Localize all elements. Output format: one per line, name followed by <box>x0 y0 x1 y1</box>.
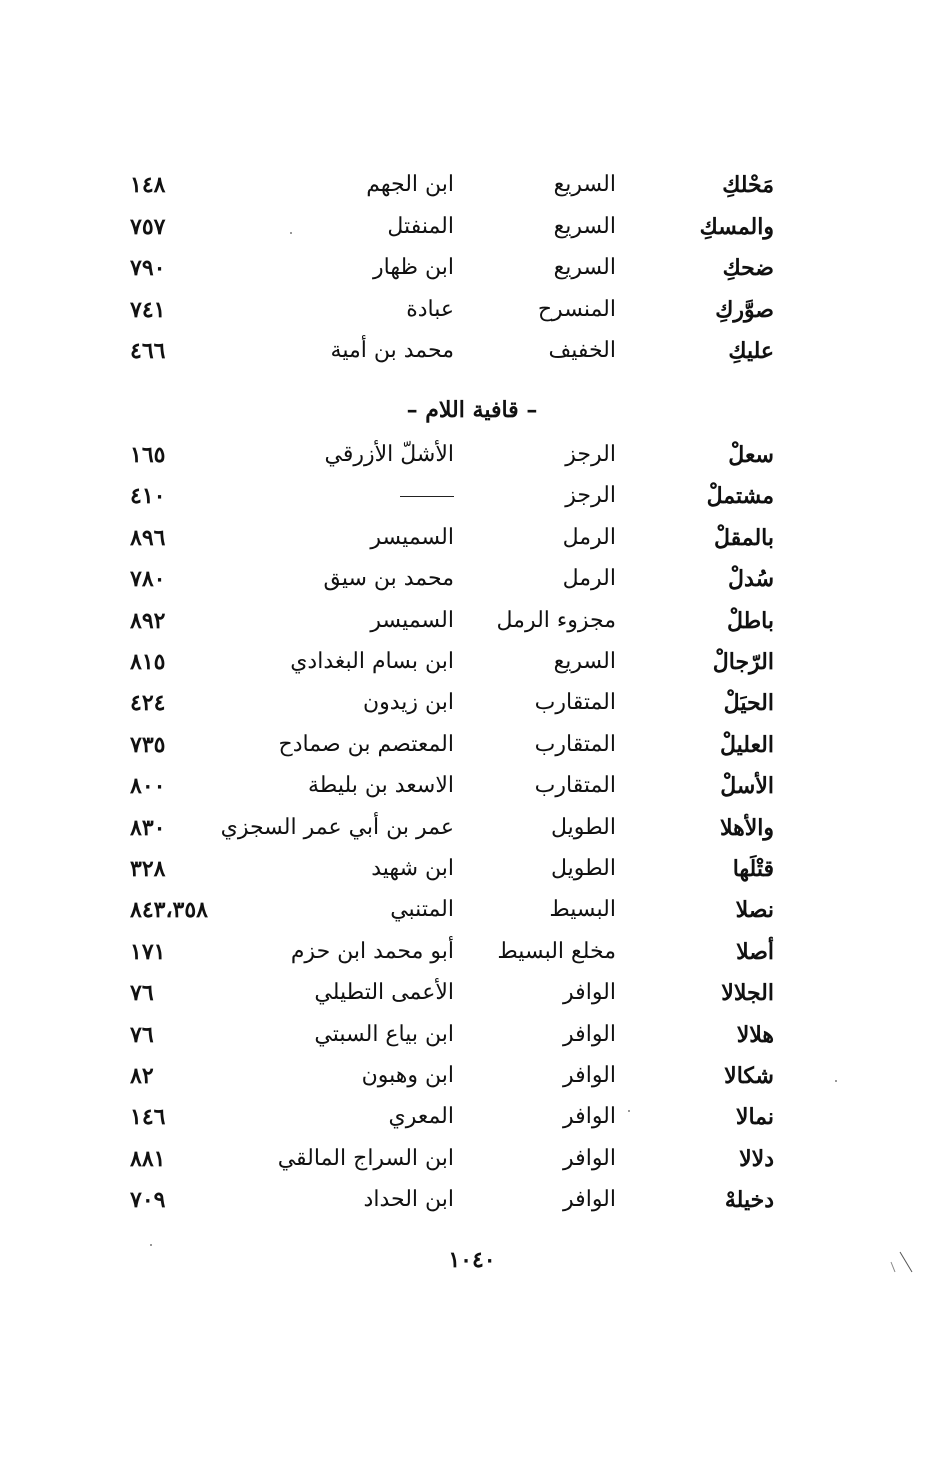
page-ref-cell: ٨٢ <box>130 1063 154 1089</box>
poet-cell: المنفتل <box>387 213 454 239</box>
poet-cell: ابن ظهار <box>373 255 454 280</box>
page-ref-cell: ٨٨١ <box>130 1145 166 1172</box>
poet-cell: ابن وهبون <box>361 1063 454 1088</box>
rhyme-cell: الحيَلْ <box>723 690 774 717</box>
rhyme-cell: باطلْ <box>727 607 774 634</box>
meter-cell: الرجز <box>565 442 616 467</box>
rhyme-cell: الأسلْ <box>720 773 774 800</box>
poet-cell: المتنبي <box>390 897 454 923</box>
meter-cell: الرجز <box>565 483 616 509</box>
page-ref-cell: ٤٢٤ <box>130 690 166 717</box>
meter-cell: الوافر <box>563 980 616 1006</box>
page-ref-cell: ٣٢٨ <box>130 856 166 882</box>
table-row <box>0 1179 944 1221</box>
poet-cell: المعري <box>388 1104 454 1130</box>
poet-cell: ابن شهيد <box>371 856 454 881</box>
table-row <box>0 164 944 206</box>
rhyme-cell: أصلا <box>736 938 774 965</box>
meter-cell: الوافر <box>563 1063 616 1088</box>
table-row <box>0 1055 944 1097</box>
poet-cell: المعتصم بن صمادح <box>278 731 454 757</box>
table-row <box>0 1096 944 1138</box>
poet-cell: ابن بياع السبتي <box>314 1021 454 1047</box>
blank-poet-dash <box>400 496 454 497</box>
page-ref-cell: ٨٩٢ <box>130 607 166 634</box>
poet-cell: عبادة <box>406 296 454 322</box>
table-row <box>0 807 944 849</box>
rhyme-cell: نمالا <box>735 1104 774 1131</box>
rhyme-cell: دلالا <box>739 1145 774 1172</box>
rhyme-cell: ضحكِ <box>722 255 774 281</box>
rhyme-cell: سعلْ <box>728 442 774 468</box>
rhyme-cell: سُدلْ <box>728 566 774 593</box>
page-ref-cell: ٧٦ <box>130 1021 154 1048</box>
rhyme-cell: هلالا <box>736 1021 774 1048</box>
page-ref-cell: ١٤٨ <box>130 172 166 198</box>
meter-cell: الوافر <box>563 1187 616 1213</box>
rhyme-cell: والأهلا <box>719 814 774 841</box>
poet-cell: ابن السراج المالقي <box>277 1145 454 1171</box>
meter-cell: البسيط <box>549 897 616 923</box>
meter-cell: السريع <box>553 255 616 280</box>
table-row <box>0 558 944 600</box>
poet-cell: الأعمى التطيلي <box>314 980 454 1006</box>
table-row <box>0 600 944 642</box>
meter-cell: السريع <box>553 172 616 197</box>
paper-mark <box>888 1250 918 1276</box>
meter-cell: الرمل <box>562 524 616 550</box>
meter-cell: الوافر <box>563 1104 616 1130</box>
paper-speck <box>835 1080 837 1082</box>
rhyme-cell: الجلالا <box>721 980 774 1007</box>
table-row <box>0 641 944 683</box>
meter-cell: الطويل <box>550 814 616 840</box>
paper-speck <box>290 232 292 234</box>
poet-cell: محمد بن سيق <box>323 566 454 592</box>
meter-cell: الوافر <box>563 1021 616 1047</box>
poet-cell: محمد بن أمية <box>330 338 454 363</box>
page-ref-cell: ٨١٥ <box>130 649 166 675</box>
page-ref-cell: ٧٥٧ <box>130 213 166 240</box>
page-ref-cell: ٨٠٠ <box>130 773 166 800</box>
page-ref-cell: ٧٨٠ <box>130 566 166 593</box>
rhyme-cell: مشتملْ <box>706 483 774 510</box>
page-ref-cell: ٧٣٥ <box>130 731 166 758</box>
table-row <box>0 206 944 248</box>
poet-cell: ابن الحداد <box>363 1187 454 1213</box>
rhyme-cell: دخيلهْ <box>724 1187 774 1214</box>
table-row <box>0 931 944 973</box>
table-row <box>0 434 944 476</box>
page-ref-cell: ٧٤١ <box>130 296 166 323</box>
poet-cell: ابن زيدون <box>362 690 454 716</box>
page-ref-cell: ٤٦٦ <box>130 338 166 364</box>
rhyme-cell: الرّجالْ <box>712 649 774 675</box>
poet-cell: أبو محمد ابن حزم <box>290 938 454 964</box>
table-row <box>0 1014 944 1056</box>
rhyme-cell: نصلا <box>735 897 774 924</box>
table-row <box>0 889 944 931</box>
page-ref-cell: ٨٩٦ <box>130 524 166 551</box>
page-ref-cell: ١٤٦ <box>130 1104 166 1131</box>
paper-speck <box>628 1110 630 1112</box>
table-row <box>0 517 944 559</box>
page-number: ١٠٤٠ <box>448 1247 496 1273</box>
poet-cell: ابن الجهم <box>366 172 454 197</box>
meter-cell: السريع <box>553 213 616 239</box>
section-heading: – قافية اللام – <box>406 397 538 423</box>
page-ref-cell: ٧٩٠ <box>130 255 166 281</box>
page-ref-cell: ٧٠٩ <box>130 1187 166 1214</box>
table-row <box>0 765 944 807</box>
rhyme-cell: مَحْلكِ <box>722 172 774 198</box>
rhyme-cell: شكالا <box>724 1063 774 1089</box>
meter-cell: الوافر <box>563 1145 616 1171</box>
rhyme-cell: عليكِ <box>728 338 774 364</box>
rhyme-cell: بالمقلْ <box>713 524 774 551</box>
page-ref-cell: ٨٤٣،٣٥٨ <box>130 897 208 924</box>
poet-cell: السميسر <box>370 524 454 550</box>
table-row <box>0 289 944 331</box>
poet-cell <box>400 475 454 517</box>
rhyme-cell: قتْلَها <box>732 856 774 882</box>
meter-cell: المتقارب <box>534 690 616 716</box>
meter-cell: السريع <box>553 649 616 674</box>
meter-cell: مخلع البسيط <box>497 938 616 964</box>
table-row <box>0 247 944 289</box>
page-ref-cell: ١٧١ <box>130 938 166 965</box>
poet-cell: عمر بن أبي عمر السجزي <box>220 814 454 840</box>
poet-cell: السميسر <box>370 607 454 633</box>
rhyme-cell: والمسكِ <box>699 213 774 240</box>
poet-cell: الأشلّ الأزرقي <box>324 442 454 467</box>
table-row <box>0 330 944 372</box>
table-row <box>0 848 944 890</box>
meter-cell: الخفيف <box>548 338 616 363</box>
table-row <box>0 972 944 1014</box>
meter-cell: المتقارب <box>534 731 616 757</box>
meter-cell: مجزوء الرمل <box>496 607 616 633</box>
meter-cell: المتقارب <box>534 773 616 799</box>
meter-cell: الطويل <box>550 856 616 881</box>
meter-cell: المنسرح <box>537 296 616 322</box>
rhyme-cell: العليلْ <box>719 731 774 758</box>
paper-speck <box>150 1244 152 1246</box>
page-ref-cell: ٤١٠ <box>130 483 166 510</box>
table-row <box>0 682 944 724</box>
poet-cell: الاسعد بن بليطة <box>308 773 454 799</box>
poet-cell: ابن بسام البغدادي <box>290 649 454 674</box>
page-ref-cell: ١٦٥ <box>130 442 166 468</box>
table-row <box>0 1138 944 1180</box>
table-row <box>0 724 944 766</box>
rhyme-cell: صوَّركِ <box>715 296 774 323</box>
page-ref-cell: ٨٣٠ <box>130 814 166 841</box>
page-ref-cell: ٧٦ <box>130 980 154 1007</box>
meter-cell: الرمل <box>562 566 616 592</box>
table-row <box>0 475 944 517</box>
